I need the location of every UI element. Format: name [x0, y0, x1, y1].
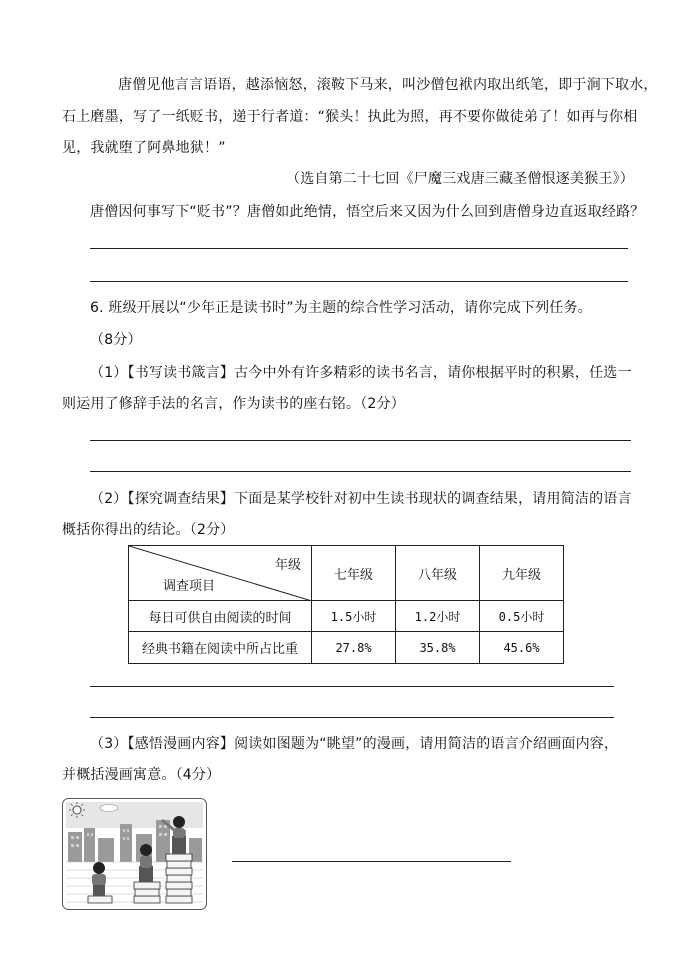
- passage-question: 唐僧因何事写下“贬书”？唐僧如此绝情，悟空后来又因为什么回到唐僧身边直返取经路？: [90, 204, 645, 220]
- table-row: [129, 632, 564, 664]
- column-header: 七年级: [312, 546, 396, 601]
- task3-prompt: （3）【感悟漫画内容】阅读如图题为“眺望”的漫画，请用简洁的语言介绍画面内容，: [90, 736, 619, 752]
- corner-label-item: 调查项目: [163, 579, 216, 594]
- passage-line-2: 石上磨墨，写了一纸贬书，递于行者道：“猴头！执此为照，再不要你做徒弟了！如再与你相: [62, 109, 638, 125]
- row-label: 经典书籍在阅读中所占比重: [129, 632, 312, 664]
- task1-prompt-cont: 则运用了修辞手法的名言，作为读书的座右铭。（2分）: [62, 396, 405, 412]
- passage-source: （选自第二十七回《尸魔三戏唐三藏圣僧恨逐美猴王》）: [286, 171, 634, 187]
- answer-line: [90, 248, 628, 249]
- task2-prompt: （2）【探究调查结果】下面是某学校针对初中生读书现状的调查结果，请用简洁的语言: [90, 491, 632, 507]
- answer-line: [232, 861, 511, 862]
- table-cell: 1.5小时: [312, 601, 396, 632]
- table-cell: 35.8%: [396, 632, 480, 664]
- cartoon-image: [62, 798, 207, 910]
- answer-line: [90, 471, 631, 472]
- corner-cell: [129, 546, 312, 601]
- answer-line: [90, 440, 631, 441]
- table-cell: 27.8%: [312, 632, 396, 664]
- answer-line: [90, 686, 614, 687]
- column-header: 八年级: [396, 546, 480, 601]
- task2-prompt-cont: 概括你得出的结论。（2分）: [62, 522, 235, 538]
- table-header-row: [129, 546, 564, 601]
- table-cell: 1.2小时: [396, 601, 480, 632]
- passage-line-3: 见，我就堕了阿鼻地狱！”: [62, 140, 226, 156]
- survey-table: [128, 545, 564, 664]
- table-cell: 0.5小时: [480, 601, 564, 632]
- answer-line: [90, 281, 628, 282]
- corner-label-grade: 年级: [274, 558, 301, 573]
- passage-line-1: 唐僧见他言言语语，越添恼怒，滚鞍下马来，叫沙僧包袱内取出纸笔，即于涧下取水，: [118, 77, 658, 93]
- answer-line: [90, 717, 614, 718]
- table-cell: 45.6%: [480, 632, 564, 664]
- column-header: 九年级: [480, 546, 564, 601]
- q6-score: （8分）: [90, 332, 142, 348]
- q6-intro: 6. 班级开展以“少年正是读书时”为主题的综合性学习活动，请你完成下列任务。: [90, 300, 592, 316]
- table-row: [129, 601, 564, 632]
- row-label: 每日可供自由阅读的时间: [129, 601, 312, 632]
- task3-prompt-cont: 并概括漫画寓意。（4分）: [62, 767, 221, 783]
- task1-prompt: （1）【书写读书箴言】古今中外有许多精彩的读书名言，请你根据平时的积累，任选一: [90, 365, 632, 381]
